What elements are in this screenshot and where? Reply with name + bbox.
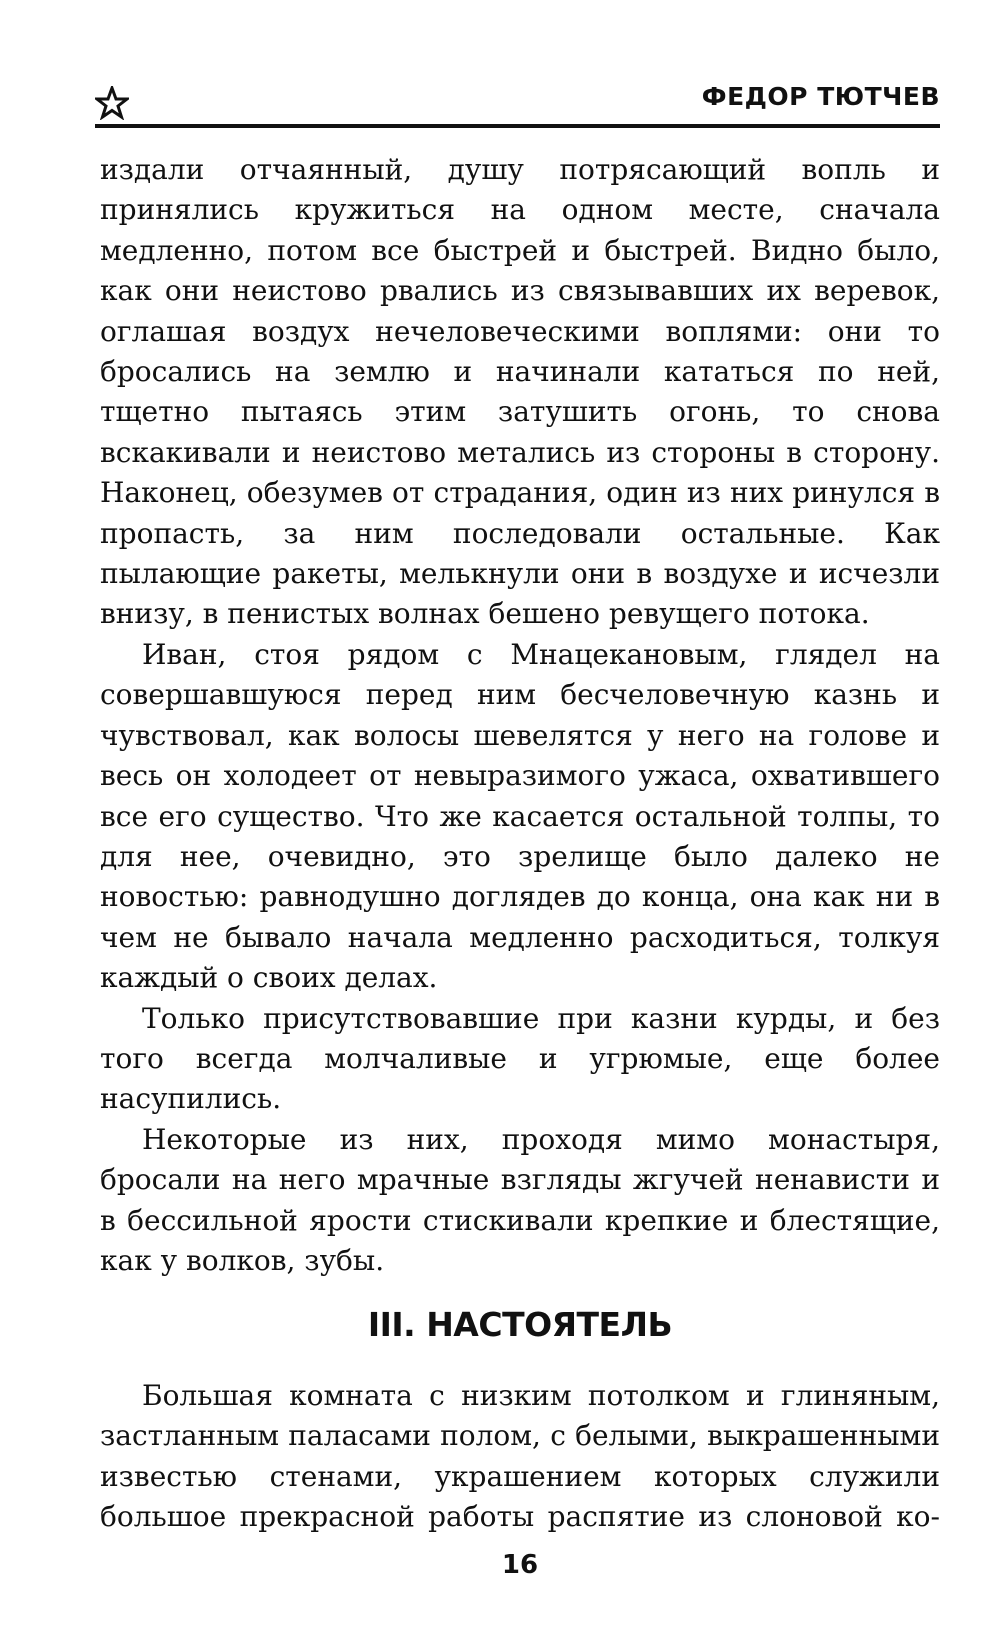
page-number: 16 <box>501 1550 539 1580</box>
page-header <box>95 78 940 130</box>
header-rule <box>95 124 940 128</box>
chapter-text <box>100 1376 940 1538</box>
paragraph: Большая комната с низким потолком и глиняным, застланным паласами полом, с белыми, выкрашенными известью стенами, украшением которых служили большое прекрасной работы распятие из слоновой ко- <box>100 1379 940 1534</box>
paragraph: Некоторые из них, проходя мимо монастыря, бросали на него мрачные взгляды жгучей ненависти и в бессильной ярости стискивали крепкие и блестящие, как у волков, зубы. <box>100 1122 940 1277</box>
chapter-heading: III. НАСТОЯТЕЛЬ <box>367 1305 673 1344</box>
running-head: ФЕДОР ТЮТЧЕВ <box>701 82 940 111</box>
paragraph: Иван, стоя рядом с Мнацекановым, глядел на совершавшуюся перед ним бесчеловечную казнь и чувствовал, как волосы шевелятся у него на голове и весь он холодеет от невыразимого ужаса, охватившего все его существо. Что же касается остальной толпы, то для нее, очевидно, это зрелище было далеко не новостью: равнодушно доглядев до конца, она как ни в чем не бывало начала медленно расходиться, толкуя каждый о своих делах. <box>100 637 940 995</box>
star-outline-icon <box>95 86 129 120</box>
body-text <box>100 150 940 1281</box>
paragraph: издали отчаянный, душу потрясающий вопль и принялись кружиться на одном месте, сначала медленно, потом все быстрей и быстрей. Видно было, как они неистово рвались из связывавших их веревок, оглашая воздух нечеловеческими воплями: они то бросались на землю и начинали кататься по ней, тщетно пытаясь этим затушить огонь, то снова вскакивали и неистово метались из стороны в сторону. Наконец, обезумев от страдания, один из них ринулся в пропасть, за ним последовали остальные. Как пылающие ракеты, мелькнули они в воздухе и исчезли внизу, в пенистых волнах бешено ревущего потока. <box>100 153 940 631</box>
paragraph: Только присутствовавшие при казни курды, и без того всегда молчаливые и угрюмые, еще более насупились. <box>100 1001 940 1116</box>
